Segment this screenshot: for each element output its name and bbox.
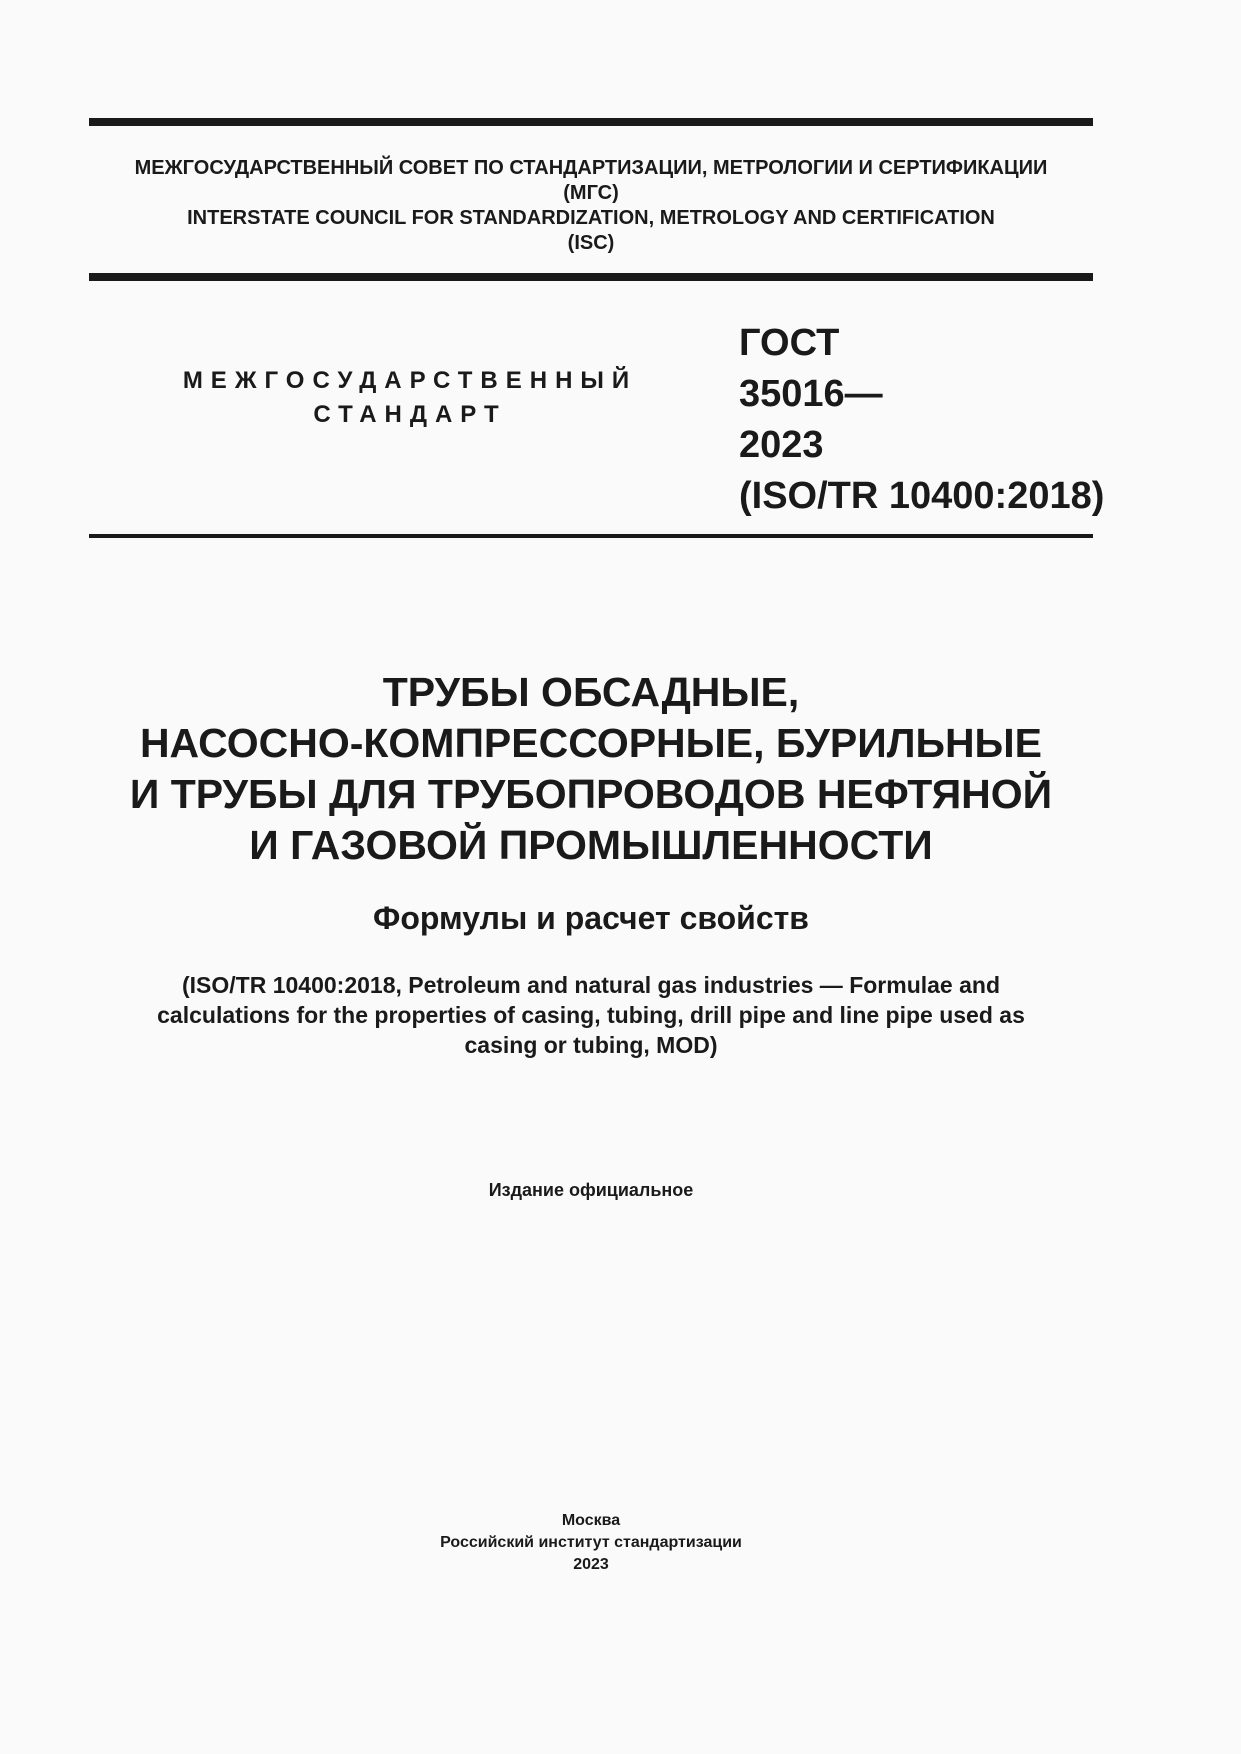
council-abbr-ru: (МГС) bbox=[563, 182, 619, 204]
imprint bbox=[89, 1510, 1093, 1576]
document-title bbox=[89, 667, 1093, 871]
designation-line1: ГОСТ bbox=[739, 322, 840, 364]
iso-reference bbox=[89, 970, 1093, 1060]
council-abbr-en: (ISC) bbox=[567, 232, 615, 254]
designation-line3: 2023 bbox=[739, 424, 824, 466]
title-line1: ТРУБЫ ОБСАДНЫЕ, bbox=[382, 669, 800, 715]
thin-rule bbox=[89, 534, 1093, 538]
imprint-year: 2023 bbox=[573, 1556, 609, 1573]
middle-rule bbox=[89, 273, 1093, 281]
council-header bbox=[89, 156, 1093, 256]
iso-reference-line2: calculations for the properties of casing, tubing, drill pipe and line pipe used as bbox=[157, 1002, 1025, 1028]
document-subtitle: Формулы и расчет свойств bbox=[373, 900, 809, 936]
standard-designation bbox=[739, 318, 1104, 522]
standard-type bbox=[180, 364, 640, 432]
council-name-en: INTERSTATE COUNCIL FOR STANDARDIZATION, METROLOGY AND CERTIFICATION bbox=[187, 207, 995, 229]
edition-note: Издание официальное bbox=[488, 1180, 694, 1200]
iso-reference-line1: (ISO/TR 10400:2018, Petroleum and natural gas industries — Formulae and bbox=[181, 972, 1001, 998]
top-rule bbox=[89, 118, 1093, 126]
standard-type-line2: СТАНДАРТ bbox=[313, 401, 507, 428]
title-line3: И ТРУБЫ ДЛЯ ТРУБОПРОВОДОВ НЕФТЯНОЙ bbox=[129, 771, 1053, 817]
council-name-ru: МЕЖГОСУДАРСТВЕННЫЙ СОВЕТ ПО СТАНДАРТИЗАЦИИ, МЕТРОЛОГИИ И СЕРТИФИКАЦИИ bbox=[134, 157, 1048, 179]
imprint-publisher: Российский институт стандартизации bbox=[440, 1534, 742, 1551]
iso-reference-line3: casing or tubing, MOD) bbox=[464, 1032, 718, 1058]
designation-line4: (ISO/TR 10400:2018) bbox=[739, 475, 1105, 517]
standard-type-line1: МЕЖГОСУДАРСТВЕННЫЙ bbox=[182, 367, 638, 394]
designation-line2: 35016— bbox=[739, 373, 883, 415]
imprint-city: Москва bbox=[561, 1512, 621, 1529]
title-line4: И ГАЗОВОЙ ПРОМЫШЛЕННОСТИ bbox=[249, 822, 933, 868]
title-line2: НАСОСНО-КОМПРЕССОРНЫЕ, БУРИЛЬНЫЕ bbox=[139, 720, 1043, 766]
